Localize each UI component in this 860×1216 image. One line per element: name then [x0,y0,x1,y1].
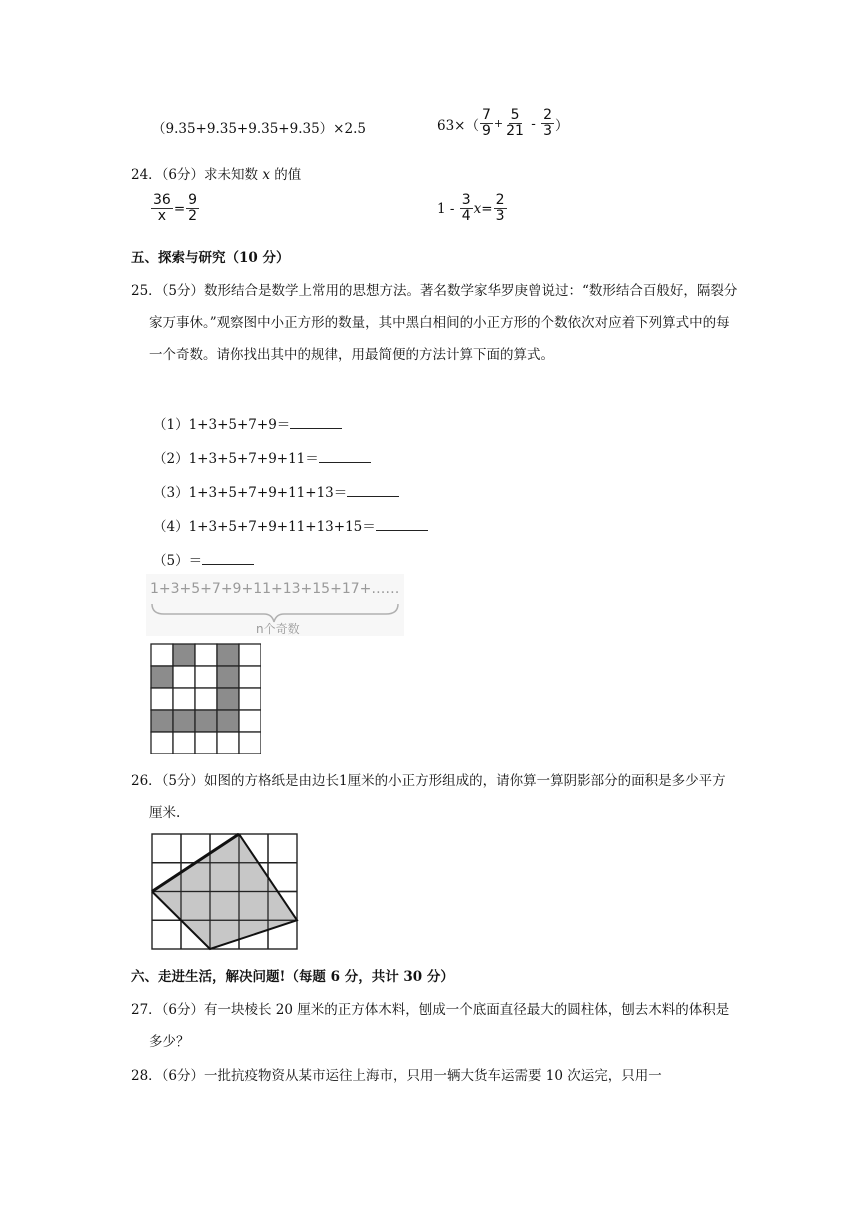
q25-item-5: （5）＝ [153,549,254,569]
white-cell [151,644,173,666]
q28-text: 28．（6分）一批抗疫物资从某市运往上海市，只用一辆大货车运需要 10 次运完，只用一 [131,1068,662,1084]
q24-label: 24．（6分）求未知数 x 的值 [131,167,302,183]
equals-sign: = [481,200,493,217]
expr2-suffix: ） [555,117,569,134]
white-cell [239,732,261,754]
eq2-prefix: 1 - [437,200,459,217]
q25-item-2: （2）1+3+5+7+9+11＝ [153,447,371,467]
expr2-prefix: 63×（ [437,117,479,134]
answer-blank[interactable] [290,416,342,429]
series-caption: n个奇数 [256,622,300,636]
odd-number-square-grid [150,643,261,754]
fraction-9-2: $\frac{9}{2}$ [188,192,198,224]
shaded-cell [217,666,239,688]
shaded-cell [173,644,195,666]
fraction-5-21: $\frac{5}{21}$ [506,107,524,139]
white-cell [173,732,195,754]
answer-blank[interactable] [347,484,399,497]
white-cell [217,732,239,754]
minus-sign: - [526,115,541,132]
q23-expression-1: （9.35+9.35+9.35+9.35）×2.5 [152,121,366,137]
white-cell [173,666,195,688]
q27-text: 27．（6分）有一块棱长 20 厘米的正方体木料，刨成一个底面直径最大的圆柱体，刨去木料的体积是多少？ [131,1002,730,1050]
q24-equation-1 [150,193,200,224]
shaded-cell [173,710,195,732]
q25-text: 25．（5分）数形结合是数学上常用的思想方法。著名数学家华罗庚曾说过：“数形结合百般好，隔裂分家万事休。”观察图中小正方形的数量，其中黑白相间的小正方形的个数依次对应着下列算式中的每一个奇数。请你找出其中的规律，用最简便的方法计算下面的算式。 [131,283,738,363]
white-cell [239,688,261,710]
shaded-cell [195,710,217,732]
equals-sign: = [173,200,186,217]
white-cell [195,732,217,754]
section-6-heading: 六、走进生活，解决问题!（每题 6 分，共计 30 分） [131,969,454,985]
answer-blank[interactable] [202,552,254,565]
q26-text: 26．（5分）如图的方格纸是由边长1厘米的小正方形组成的，请你算一算阴影部分的面积是多少平方厘米. [131,773,726,821]
fraction-7-9: $\frac{7}{9}$ [482,107,491,139]
white-cell [195,666,217,688]
answer-blank[interactable] [376,518,428,531]
q24-equation-2 [437,193,508,224]
series-text: 1+3+5+7+9+11+13+15+17+…… [150,581,400,597]
white-cell [151,688,173,710]
shaded-cell [217,710,239,732]
q23-expression-2 [437,108,569,139]
q25-item-4: （4）1+3+5+7+9+11+13+15＝ [153,515,428,535]
fraction-2-3: $\frac{2}{3}$ [543,107,553,139]
series-brace-figure [146,574,404,636]
white-cell [195,688,217,710]
shaded-cell [217,644,239,666]
white-cell [239,710,261,732]
white-cell [195,644,217,666]
fraction-2-3: $\frac{2}{3}$ [495,192,505,224]
fraction-36-x: $\frac{36}{x}$ [153,192,171,224]
white-cell [173,688,195,710]
shaded-quadrilateral-grid [151,833,299,951]
shaded-cell [151,666,173,688]
fraction-3-4: $\frac{3}{4}$ [461,192,471,224]
shaded-cell [151,710,173,732]
white-cell [239,644,261,666]
white-cell [239,666,261,688]
q25-item-3: （3）1+3+5+7+9+11+13＝ [153,481,399,501]
answer-blank[interactable] [319,450,371,463]
variable-x: x [473,200,482,217]
q25-item-1: （1）1+3+5+7+9＝ [153,413,342,433]
plus-sign: + [493,117,504,130]
shaded-cell [217,688,239,710]
white-cell [151,732,173,754]
section-5-heading: 五、探索与研究（10 分） [131,250,290,266]
